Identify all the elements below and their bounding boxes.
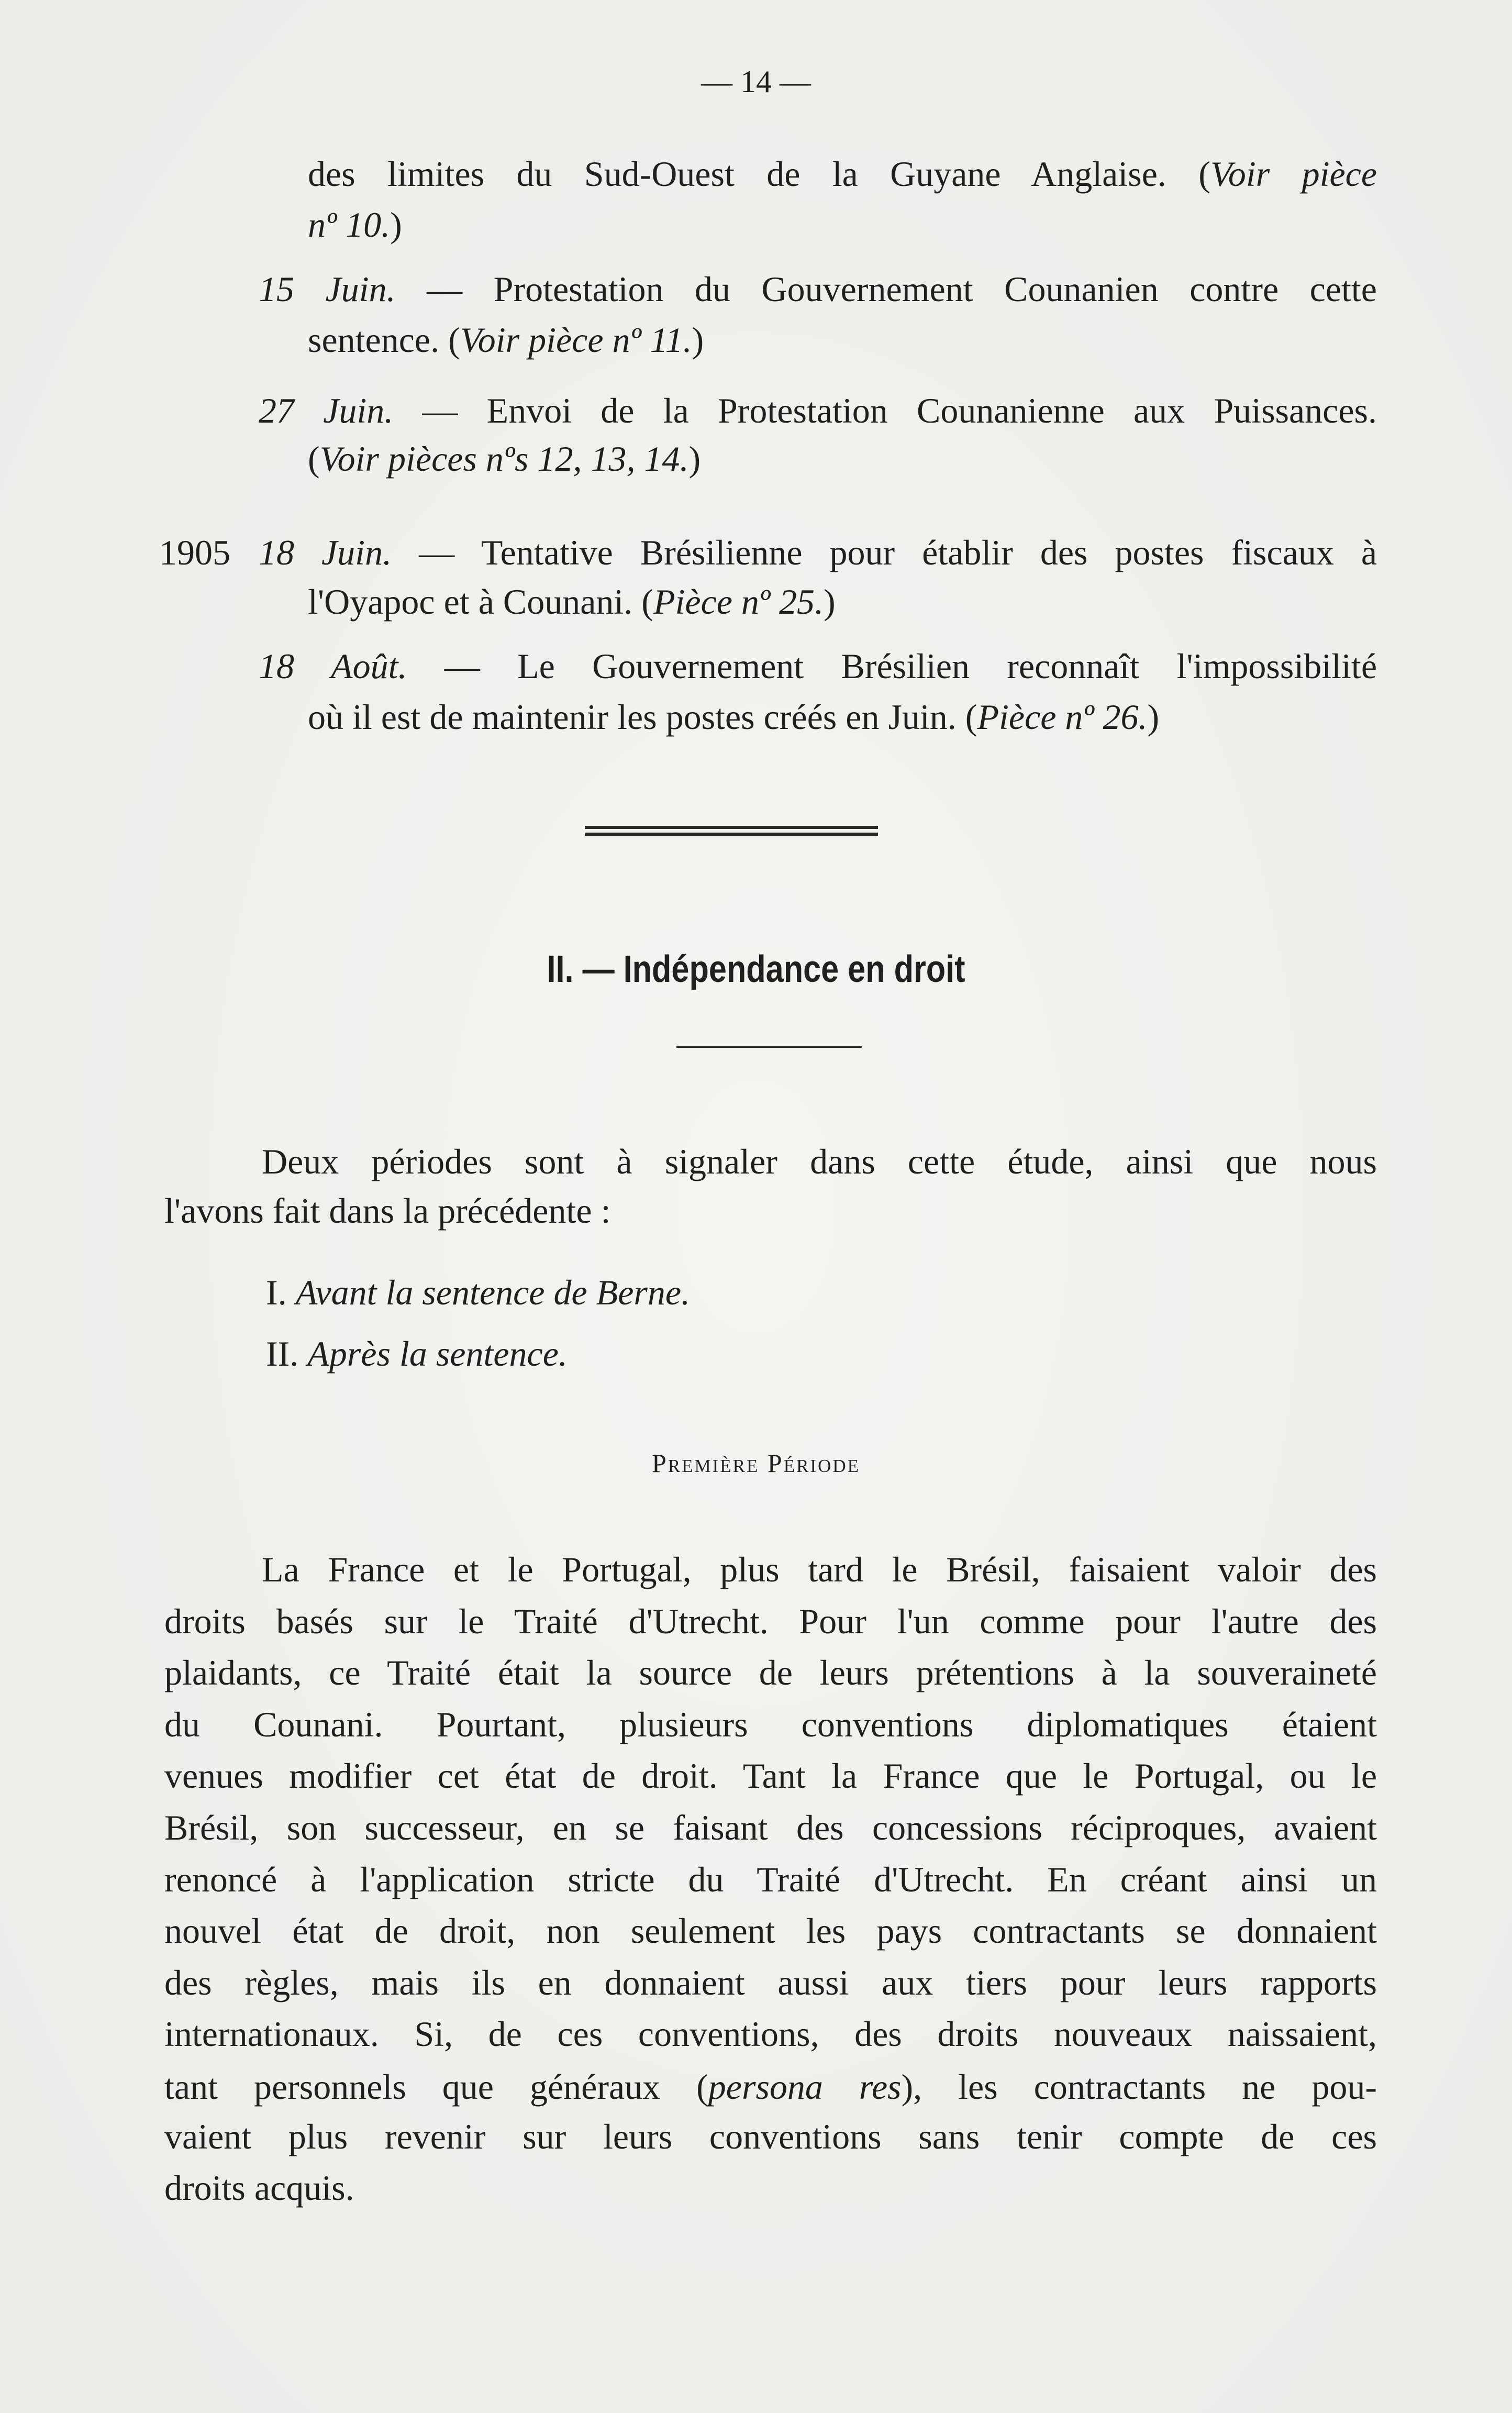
entry-year: 1905: [159, 533, 230, 572]
chrono-line: (Voir pièces nºs 12, 13, 14.): [308, 439, 701, 479]
paragraph-line: droits basés sur le Traité d'Utrecht. Pour l'un comme pour l'autre des: [164, 1601, 1377, 1641]
paragraph-line: nouvel état de droit, non seulement les pays contractants se donnaient: [164, 1911, 1377, 1951]
section-heading: II. — Indépendance en droit: [547, 948, 965, 990]
chrono-line: sentence. (Voir pièce nº 11.): [308, 320, 704, 360]
entry-date: 27 Juin.: [259, 391, 394, 430]
paragraph-line: La France et le Portugal, plus tard le Brésil, faisaient valoir des: [262, 1549, 1377, 1589]
chrono-line: des limites du Sud-Ouest de la Guyane Anglaise. (Voir pièce: [308, 154, 1377, 194]
subheading: Première Période: [651, 1448, 861, 1478]
paragraph-line: plaidants, ce Traité était la source de leurs prétentions à la souveraineté: [164, 1653, 1377, 1693]
paragraph-line: internationaux. Si, de ces conventions, des droits nouveaux naissaient,: [164, 2014, 1377, 2054]
chrono-entry-27-juin: 27 Juin. — Envoi de la Protestation Counanienne aux Puissances.: [259, 391, 1377, 430]
entry-date: 15 Juin.: [259, 269, 396, 309]
entry-date: 18 Août.: [259, 646, 407, 686]
paragraph-line: venues modifier cet état de droit. Tant la France que le Portugal, ou le: [164, 1756, 1377, 1796]
chrono-entry-15-juin: 15 Juin. — Protestation du Gouvernement Counanien contre cette: [259, 269, 1377, 309]
double-rule-top: [585, 826, 878, 829]
paragraph-line: droits acquis.: [164, 2168, 354, 2208]
list-item-1: I. Avant la sentence de Berne.: [266, 1272, 691, 1312]
intro-line: l'avons fait dans la précédente :: [164, 1191, 611, 1231]
chrono-entry-18-aout: 18 Août. — Le Gouvernement Brésilien reconnaît l'impossibilité: [259, 646, 1377, 686]
chrono-entry-18-juin: 18 Juin. — Tentative Brésilienne pour établir des postes fiscaux à: [259, 533, 1377, 572]
paragraph-line: des règles, mais ils en donnaient aussi aux tiers pour leurs rapports: [164, 1962, 1377, 2002]
intro-line: Deux périodes sont à signaler dans cette étude, ainsi que nous: [262, 1142, 1377, 1181]
entry-date: 18 Juin.: [259, 533, 392, 572]
chrono-line: où il est de maintenir les postes créés en Juin. (Pièce nº 26.): [308, 697, 1160, 737]
heading-rule: [676, 1046, 862, 1048]
chrono-line: nº 10.): [308, 205, 402, 245]
page-number: — 14 —: [701, 64, 811, 99]
paragraph-line: du Counani. Pourtant, plusieurs conventions diplomatiques étaient: [164, 1704, 1377, 1744]
paragraph-line: vaient plus revenir sur leurs conventions sans tenir compte de ces: [164, 2117, 1377, 2156]
double-rule-bottom: [585, 833, 878, 836]
paragraph-line: renoncé à l'application stricte du Traité d'Utrecht. En créant ainsi un: [164, 1859, 1377, 1899]
paragraph-line: Brésil, son successeur, en se faisant des concessions réciproques, avaient: [164, 1808, 1377, 1847]
chrono-line: l'Oyapoc et à Counani. (Pièce nº 25.): [308, 582, 836, 622]
paragraph-line: tant personnels que généraux (persona res), les contractants ne pou-: [164, 2067, 1377, 2107]
list-item-2: II. Après la sentence.: [266, 1334, 568, 1374]
